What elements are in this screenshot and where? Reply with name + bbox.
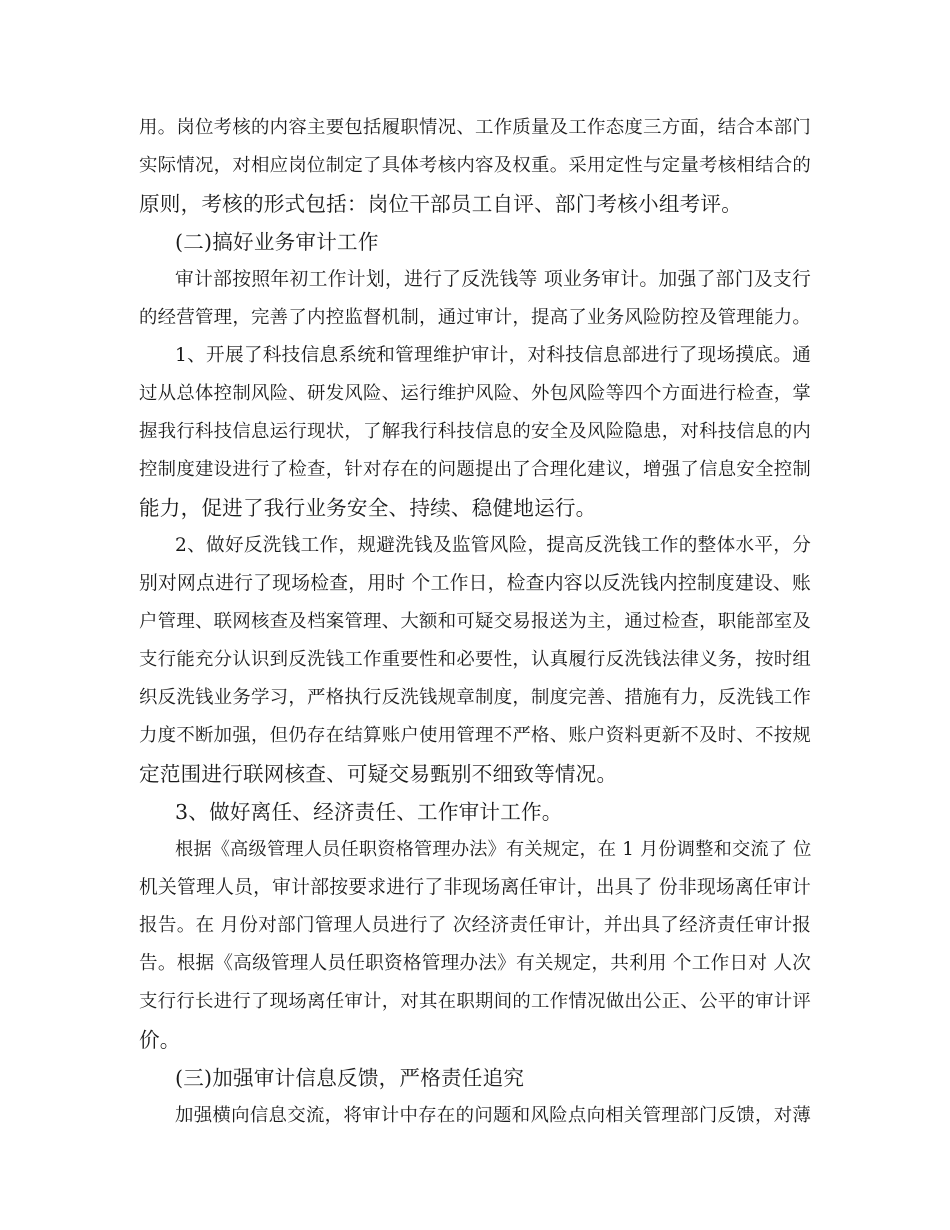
paragraph-line: 定范围进行联网核查、可疑交易甄别不细致等情况。 [139, 762, 618, 786]
paragraph-line: 原则，考核的形式包括：岗位干部员工自评、部门考核小组考评。 [139, 192, 743, 216]
paragraph-line: 支行行长进行了现场离任审计，对其在职期间的工作情况做出公正、公平的审计评 [139, 991, 811, 1012]
paragraph-line: 支行能充分认识到反洗钱工作重要性和必要性，认真履行反洗钱法律义务，按时组 [139, 649, 811, 670]
paragraph-line: 控制度建设进行了检查，针对存在的问题提出了合理化建议，增强了信息安全控制 [139, 459, 811, 480]
paragraph-line: 的经营管理，完善了内控监督机制，通过审计，提高了业务风险防控及管理能力。 [139, 307, 811, 328]
paragraph-line: 告。根据《高级管理人员任职资格管理办法》有关规定，共利用 个工作日对 人次 [139, 953, 811, 974]
paragraph-line: 用。岗位考核的内容主要包括履职情况、工作质量及工作态度三方面，结合本部门 [139, 117, 811, 138]
paragraph-line: 实际情况，对相应岗位制定了具体考核内容及权重。采用定性与定量考核相结合的 [139, 155, 811, 176]
paragraph-line: 过从总体控制风险、研发风险、运行维护风险、外包风险等四个方面进行检查，掌 [139, 383, 811, 404]
paragraph-line: 报告。在 月份对部门管理人员进行了 次经济责任审计，并出具了经济责任审计报 [139, 915, 811, 936]
paragraph-line: 握我行科技信息运行现状，了解我行科技信息的安全及风险隐患，对科技信息的内 [139, 421, 811, 442]
paragraph-line: 1、开展了科技信息系统和管理维护审计，对科技信息部进行了现场摸底。通 [175, 345, 811, 366]
paragraph-line: 根据《高级管理人员任职资格管理办法》有关规定，在 1 月份调整和交流了 位 [175, 839, 812, 860]
paragraph-line: 机关管理人员，审计部按要求进行了非现场离任审计，出具了 份非现场离任审计 [139, 877, 811, 898]
paragraph-line: 2、做好反洗钱工作，规避洗钱及监管风险，提高反洗钱工作的整体水平，分 [175, 535, 811, 556]
paragraph-line: 能力，促进了我行业务安全、持续、稳健地运行。 [139, 496, 597, 520]
paragraph-line: 审计部按照年初工作计划，进行了反洗钱等 项业务审计。加强了部门及支行 [175, 269, 811, 290]
paragraph-line: 价。 [139, 1028, 181, 1052]
paragraph-line: 别对网点进行了现场检查，用时 个工作日，检查内容以反洗钱内控制度建设、账 [139, 573, 811, 594]
paragraph-line: 3、做好离任、经济责任、工作审计工作。 [175, 800, 563, 824]
paragraph-line: 织反洗钱业务学习，严格执行反洗钱规章制度，制度完善、措施有力，反洗钱工作 [139, 687, 811, 708]
paragraph-line: 加强横向信息交流，将审计中存在的问题和风险点向相关管理部门反馈，对薄 [175, 1105, 811, 1126]
paragraph-line: 户管理、联网核查及档案管理、大额和可疑交易报送为主，通过检查，职能部室及 [139, 611, 811, 632]
section-heading: (二)搞好业务审计工作 [175, 230, 379, 254]
paragraph-line: 力度不断加强，但仍存在结算账户使用管理不严格、账户资料更新不及时、不按规 [139, 725, 811, 746]
section-heading: (三)加强审计信息反馈，严格责任追究 [175, 1066, 525, 1090]
